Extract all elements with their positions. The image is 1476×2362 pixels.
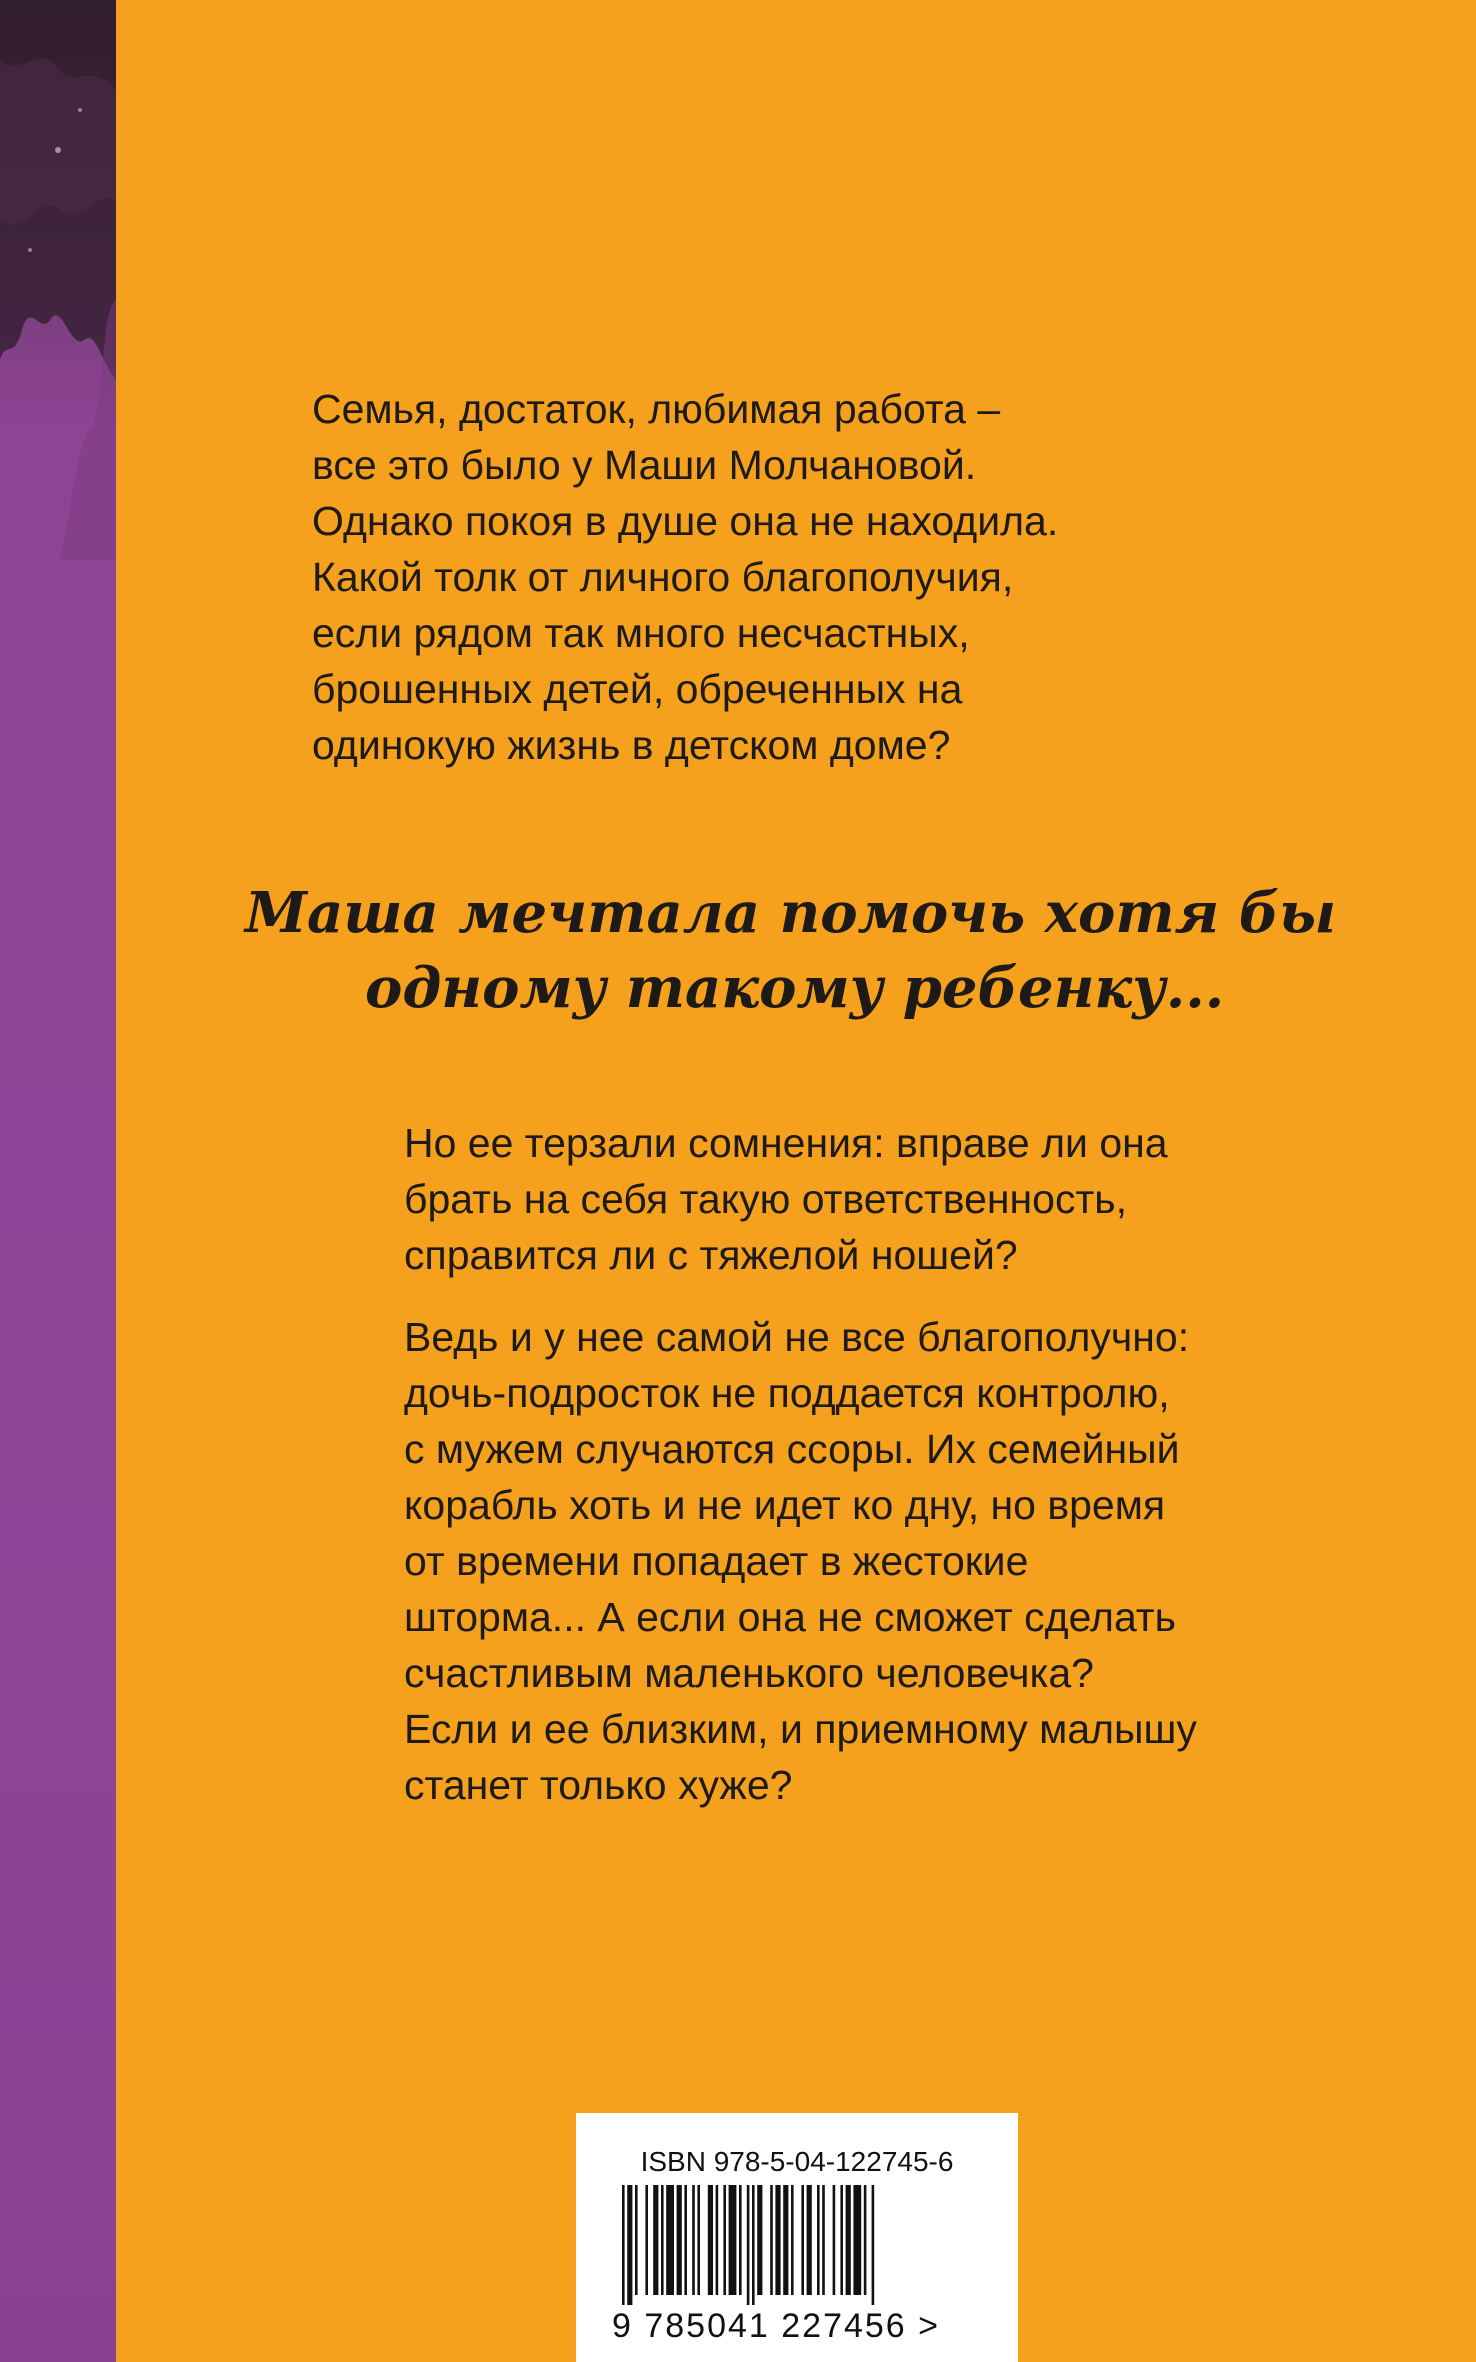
barcode-bar	[817, 2185, 820, 2295]
purple-spine-stripe	[0, 0, 116, 2362]
barcode-bar	[622, 2185, 625, 2305]
barcode-bar	[791, 2185, 794, 2295]
isbn-label: ISBN 978-5-04-122745-6	[640, 2146, 954, 2177]
barcode-bar	[747, 2185, 750, 2305]
barcode-bar	[677, 2185, 682, 2295]
barcode-bar	[716, 2185, 719, 2295]
barcode-digits: 9 785041 227456 >	[612, 2307, 941, 2345]
barcode-bar	[708, 2185, 713, 2295]
barcode-bar	[872, 2185, 875, 2305]
barcode-bar	[697, 2185, 700, 2295]
barcode-bar	[661, 2185, 664, 2295]
barcode-bar	[783, 2185, 788, 2295]
barcode-bars	[616, 2185, 978, 2305]
headline-line-1: Маша мечтала помочь хотя бы	[245, 880, 1337, 946]
barcode-bar	[723, 2185, 726, 2295]
barcode-bar	[822, 2185, 825, 2295]
barcode-bar	[666, 2185, 674, 2295]
headline-line-2: одному такому ребенку...	[365, 955, 1225, 1021]
barcode-bar	[635, 2185, 638, 2295]
barcode-bar	[840, 2185, 843, 2295]
barcode-bar	[833, 2185, 836, 2295]
barcode-bar	[645, 2185, 648, 2295]
family-paragraph: Ведь и у нее самой не все благополучно: дочь-подросток не поддается контролю, с мужем случаются ссоры. Их семейный корабль хоть и не идет ко дну, но время от времени попадает в жестокие шторма... А если она не сможет сделать счастливым маленького человечка? Если и ее близким, и приемному малышу станет только хуже?	[404, 1314, 1197, 1808]
barcode-bar	[627, 2185, 632, 2305]
barcode-bar	[770, 2185, 773, 2295]
barcode-bar	[729, 2185, 737, 2295]
barcode-bar	[846, 2185, 851, 2295]
barcode-bar	[757, 2185, 762, 2295]
barcode-bar	[692, 2185, 695, 2295]
barcode-bar	[775, 2185, 780, 2295]
barcode-bar	[752, 2185, 755, 2305]
barcode-bar	[684, 2185, 687, 2295]
barcode-bar	[853, 2185, 861, 2295]
barcode-bar	[807, 2185, 812, 2295]
intro-paragraph: Семья, достаток, любимая работа – все это было у Маши Молчановой. Однако покоя в душе она не находила. Какой толк от личного благополучия, если рядом так много несчастных, брошенных детей, обреченных на одинокую жизнь в детском доме?	[312, 386, 1059, 768]
barcode-bar	[801, 2185, 804, 2295]
doubts-paragraph: Но ее терзали сомнения: вправе ли она брать на себя такую ответственность, справится ли с тяжелой ношей?	[404, 1120, 1168, 1278]
barcode-panel	[576, 2113, 1018, 2362]
ink-texture	[0, 0, 116, 2362]
barcode-bar	[653, 2185, 658, 2295]
barcode-bar	[739, 2185, 742, 2295]
barcode-bar	[864, 2185, 867, 2295]
